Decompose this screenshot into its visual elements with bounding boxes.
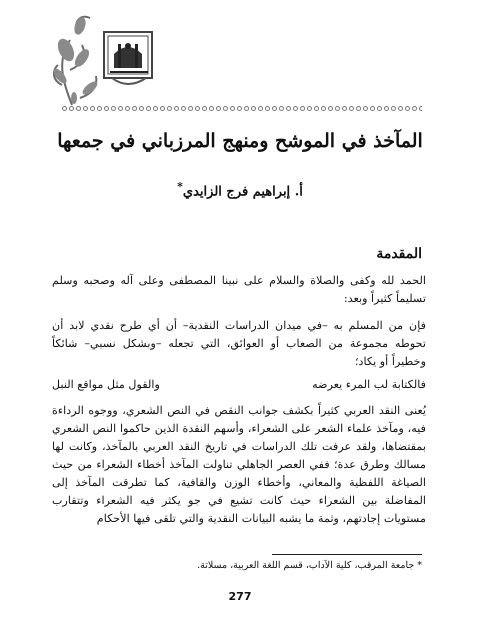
divider-dot xyxy=(286,106,291,111)
divider-dot xyxy=(104,106,109,111)
divider-dot xyxy=(398,106,403,111)
divider-dot xyxy=(97,106,102,111)
divider-dot xyxy=(419,106,422,111)
divider-dot xyxy=(111,106,116,111)
divider-dot xyxy=(181,106,186,111)
divider-dot xyxy=(370,106,375,111)
divider-dot xyxy=(76,106,81,111)
divider-dot xyxy=(384,106,389,111)
divider-dot xyxy=(412,106,417,111)
divider-dot xyxy=(167,106,172,111)
divider-dot xyxy=(118,106,123,111)
divider-dot xyxy=(314,106,319,111)
divider-dot xyxy=(83,106,88,111)
divider-dot xyxy=(153,106,158,111)
paragraph-2: فإن من المسلم به –في ميدان الدراسات النقدية– أن أي طرح نقدي لابد أن تحوطه مجموعة من الصعاب أو العوائق، التي تجعله –وبشكل نسبي– شائكاً وخطيراً أو يكاد؛ xyxy=(52,319,426,368)
divider-dot xyxy=(62,106,67,111)
divider-dot xyxy=(216,106,221,111)
divider-dot xyxy=(230,106,235,111)
verse-hemistich-2: والقول مثل مواقع النبل xyxy=(52,378,160,391)
divider-dot xyxy=(132,106,137,111)
author-line xyxy=(0,180,480,199)
divider-dot xyxy=(363,106,368,111)
divider-dot xyxy=(139,106,144,111)
page-number: 277 xyxy=(228,590,252,603)
divider-dot xyxy=(328,106,333,111)
divider-dot xyxy=(342,106,347,111)
paragraph-1: الحمد لله وكفى والصلاة والسلام على نبينا المصطفى وعلى آله وصحبه وسلم تسليماً كثيراً وبعد: xyxy=(52,274,426,305)
divider-dot xyxy=(349,106,354,111)
paragraph-3: يُعنى النقد العربي كثيراً بكشف جوانب النقص في النص الشعري، ووجوه الرداءة فيه، ومآخذ علماء الشعر على الشعراء، وأسهم النقدة الذين حاكموا النص الشعري بمقتضاها، ولقد عرفت تلك الدراسات في تاريخ النقد العربي بالمآخذ، وكانت لها مسالك وطرق عدة؛ ففي العصر الجاهلي تناولت المآخذ أخطاء الشعراء من حيث الصياغة اللفظية والمعاني، وأخطاء الوزن والقافية، كما تطرقت المآخذ إلى المفاضلة بين الشعراء حيث كانت تشيع في جو يكثر فيه الشعراء وتتقارب مستويات إجادتهم، وثمة ما يشبه البيانات النقدية والتي تلقى فيها الأحكام xyxy=(52,404,426,525)
divider-dot xyxy=(209,106,214,111)
divider-dot xyxy=(223,106,228,111)
decorative-dotted-divider xyxy=(62,106,422,112)
divider-dot xyxy=(321,106,326,111)
divider-dot xyxy=(391,106,396,111)
author-name: أ. إبراهيم فرج الزايدي xyxy=(182,184,303,200)
section-heading: المقدمة xyxy=(376,246,422,262)
divider-dot xyxy=(146,106,151,111)
divider-dot xyxy=(300,106,305,111)
divider-dot xyxy=(356,106,361,111)
divider-dot xyxy=(188,106,193,111)
divider-dot xyxy=(174,106,179,111)
divider-dot xyxy=(307,106,312,111)
divider-dot xyxy=(237,106,242,111)
divider-dot xyxy=(195,106,200,111)
divider-dot xyxy=(293,106,298,111)
verse-hemistich-1: فالكتابة لب المرء يعرضه xyxy=(312,378,426,391)
poetry-verse xyxy=(52,378,426,391)
divider-dot xyxy=(279,106,284,111)
divider-dot xyxy=(69,106,74,111)
divider-dot xyxy=(244,106,249,111)
divider-dot xyxy=(251,106,256,111)
footnote-divider xyxy=(272,554,422,555)
mosque-floral-ornament-icon xyxy=(52,10,162,108)
divider-dot xyxy=(160,106,165,111)
divider-dot xyxy=(265,106,270,111)
divider-dot xyxy=(377,106,382,111)
divider-dot xyxy=(335,106,340,111)
divider-dot xyxy=(90,106,95,111)
article-title: المآخذ في الموشح ومنهج المرزباني في جمعها xyxy=(57,130,423,152)
divider-dot xyxy=(405,106,410,111)
divider-dot xyxy=(125,106,130,111)
author-footnote-mark: * xyxy=(177,180,183,193)
footnote: * جامعة المرقب، كلية الآداب، قسم اللغة العربية، مسلاتة. xyxy=(197,560,422,571)
divider-dot xyxy=(272,106,277,111)
divider-dot xyxy=(202,106,207,111)
divider-dot xyxy=(258,106,263,111)
